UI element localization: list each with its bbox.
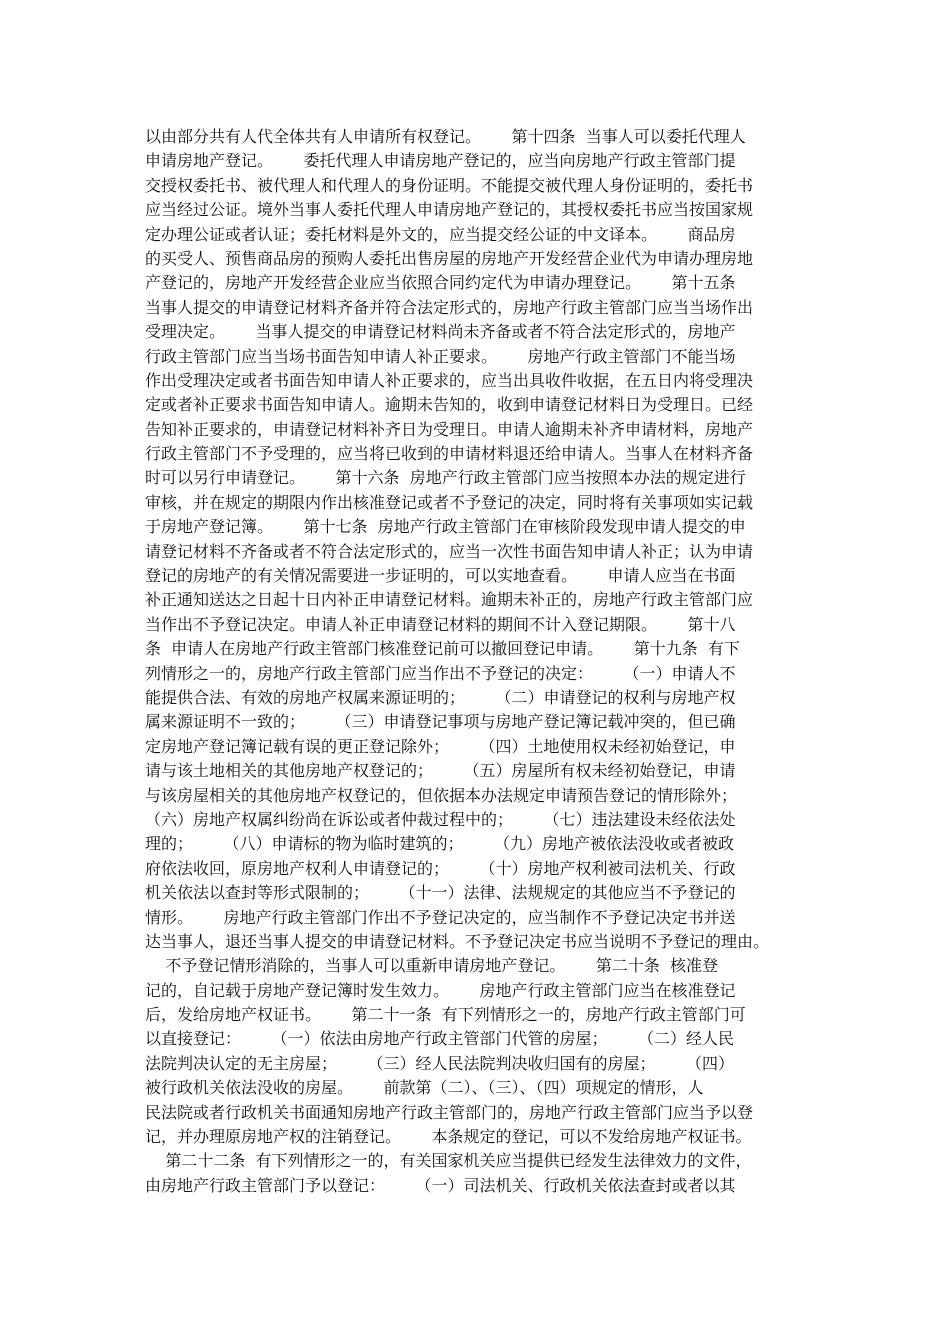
document-body <box>145 125 825 1198</box>
text-line: 登记的房地产的有关情况需要进一步证明的，可以实地查看。 申请人应当在书面 <box>145 566 736 586</box>
text-line: 不予登记情形消除的，当事人可以重新申请房地产登记。 第二十条 核准登 <box>145 956 719 976</box>
text-line: 行政主管部门不予受理的，应当将已收到的申请材料退还给申请人。当事人在材料齐备 <box>145 444 754 464</box>
text-line: 请与该土地相关的其他房地产权登记的； （五）房屋所有权未经初始登记，申请 <box>145 761 736 781</box>
text-line: 能提供合法、有效的房地产权属来源证明的； （二）申请登记的权利与房地产权 <box>145 687 736 707</box>
text-line: 当作出不予登记决定。申请人补正申请登记材料的期间不计入登记期限。 第十八 <box>145 614 736 634</box>
text-line: 理的； （八）申请标的物为临时建筑的； （九）房地产被依法没收或者被政 <box>145 834 735 854</box>
text-line: 后，发给房地产权证书。 第二十一条 有下列情形之一的，房地产行政主管部门可 <box>145 1005 746 1025</box>
text-line: 定房地产登记簿记载有误的更正登记除外； （四）土地使用权未经初始登记，申 <box>145 736 736 756</box>
text-line: 审核，并在规定的期限内作出核准登记或者不予登记的决定，同时将有关事项如实记载 <box>145 492 754 512</box>
text-line: 行政主管部门应当当场书面告知申请人补正要求。 房地产行政主管部门不能当场 <box>145 346 736 366</box>
text-line: 以直接登记： （一）依法由房地产行政主管部门代管的房屋； （二）经人民 <box>145 1029 735 1049</box>
text-line: 以由部分共有人代全体共有人申请所有权登记。 第十四条 当事人可以委托代理人 <box>145 127 746 146</box>
text-line: 民法院或者行政机关书面通知房地产行政主管部门的，房地产行政主管部门应当予以登 <box>145 1102 754 1122</box>
text-line: 被行政机关依法没收的房屋。 前款第（二）、（三）、（四）项规定的情形，人 <box>145 1078 704 1098</box>
text-line: 请登记材料不齐备或者不符合法定形式的，应当一次性书面告知申请人补正；认为申请 <box>145 541 754 561</box>
text-line: 达当事人，退还当事人提交的申请登记材料。不予登记决定书应当说明不予登记的理由。 <box>145 931 770 951</box>
text-line: 定或者补正要求书面告知申请人。逾期未告知的，收到申请登记材料日为受理日。已经 <box>145 395 754 415</box>
text-line: 府依法收回，原房地产权利人申请登记的； （十）房地产权利被司法机关、行政 <box>145 858 736 878</box>
text-line: 定办理公证或者认证；委托材料是外文的，应当提交经公证的中文译本。 商品房 <box>145 224 736 244</box>
text-line: 第二十二条 有下列情形之一的，有关国家机关应当提供已经发生法律效力的文件， <box>145 1151 752 1171</box>
text-line: 补正通知送达之日起十日内补正申请登记材料。逾期未补正的，房地产行政主管部门应 <box>145 590 754 610</box>
text-line: （六）房地产权属纠纷尚在诉讼或者仲裁过程中的； （七）违法建设未经依法处 <box>145 809 736 829</box>
text-line: 产登记的，房地产开发经营企业应当依照合同约定代为申请办理登记。 第十五条 <box>145 273 736 293</box>
text-line: 法院判决认定的无主房屋； （三）经人民法院判决收归国有的房屋； （四） <box>145 1053 735 1073</box>
text-line: 机关依法以查封等形式限制的； （十一）法律、法规规定的其他应当不予登记的 <box>145 883 736 903</box>
text-line: 列情形之一的，房地产行政主管部门应当作出不予登记的决定： （一）申请人不 <box>145 663 736 683</box>
text-line: 记的，自记载于房地产登记簿时发生效力。 房地产行政主管部门应当在核准登记 <box>145 980 736 1000</box>
text-line: 记，并办理原房地产权的注销登记。 本条规定的登记，可以不发给房地产权证书。 <box>145 1127 752 1147</box>
text-line: 于房地产登记簿。 第十七条 房地产行政主管部门在审核阶段发现申请人提交的申 <box>145 517 746 537</box>
text-line: 时可以另行申请登记。 第十六条 房地产行政主管部门应当按照本办法的规定进行 <box>145 468 746 488</box>
text-line: 由房地产行政主管部门予以登记： （一）司法机关、行政机关依法查封或者以其 <box>145 1175 736 1195</box>
text-line: 应当经过公证。境外当事人委托代理人申请房地产登记的，其授权委托书应当按国家规 <box>145 200 754 220</box>
text-line: 与该房屋相关的其他房地产权登记的，但依据本办法规定申请预告登记的情形除外； <box>145 785 738 805</box>
text-line: 作出受理决定或者书面告知申请人补正要求的，应当出具收件收据，在五日内将受理决 <box>145 370 754 390</box>
text-line: 情形。 房地产行政主管部门作出不予登记决定的，应当制作不予登记决定书并送 <box>145 907 736 927</box>
text-line: 申请房地产登记。 委托代理人申请房地产登记的，应当向房地产行政主管部门提 <box>145 151 736 171</box>
text-line: 当事人提交的申请登记材料齐备并符合法定形式的，房地产行政主管部门应当当场作出 <box>145 297 754 317</box>
text-line: 属来源证明不一致的； （三）申请登记事项与房地产登记簿记载冲突的，但已确 <box>145 712 736 732</box>
text-line: 的买受人、预售商品房的预购人委托出售房屋的房地产开发经营企业代为申请办理房地 <box>145 248 754 268</box>
text-line: 交授权委托书、被代理人和代理人的身份证明。不能提交被代理人身份证明的，委托书 <box>145 175 754 195</box>
text-line: 告知补正要求的，申请登记材料补齐日为受理日。申请人逾期未补齐申请材料，房地产 <box>145 419 754 439</box>
text-line: 条 申请人在房地产行政主管部门核准登记前可以撤回登记申请。 第十九条 有下 <box>145 639 740 659</box>
text-line: 受理决定。 当事人提交的申请登记材料尚未齐备或者不符合法定形式的，房地产 <box>145 322 736 342</box>
